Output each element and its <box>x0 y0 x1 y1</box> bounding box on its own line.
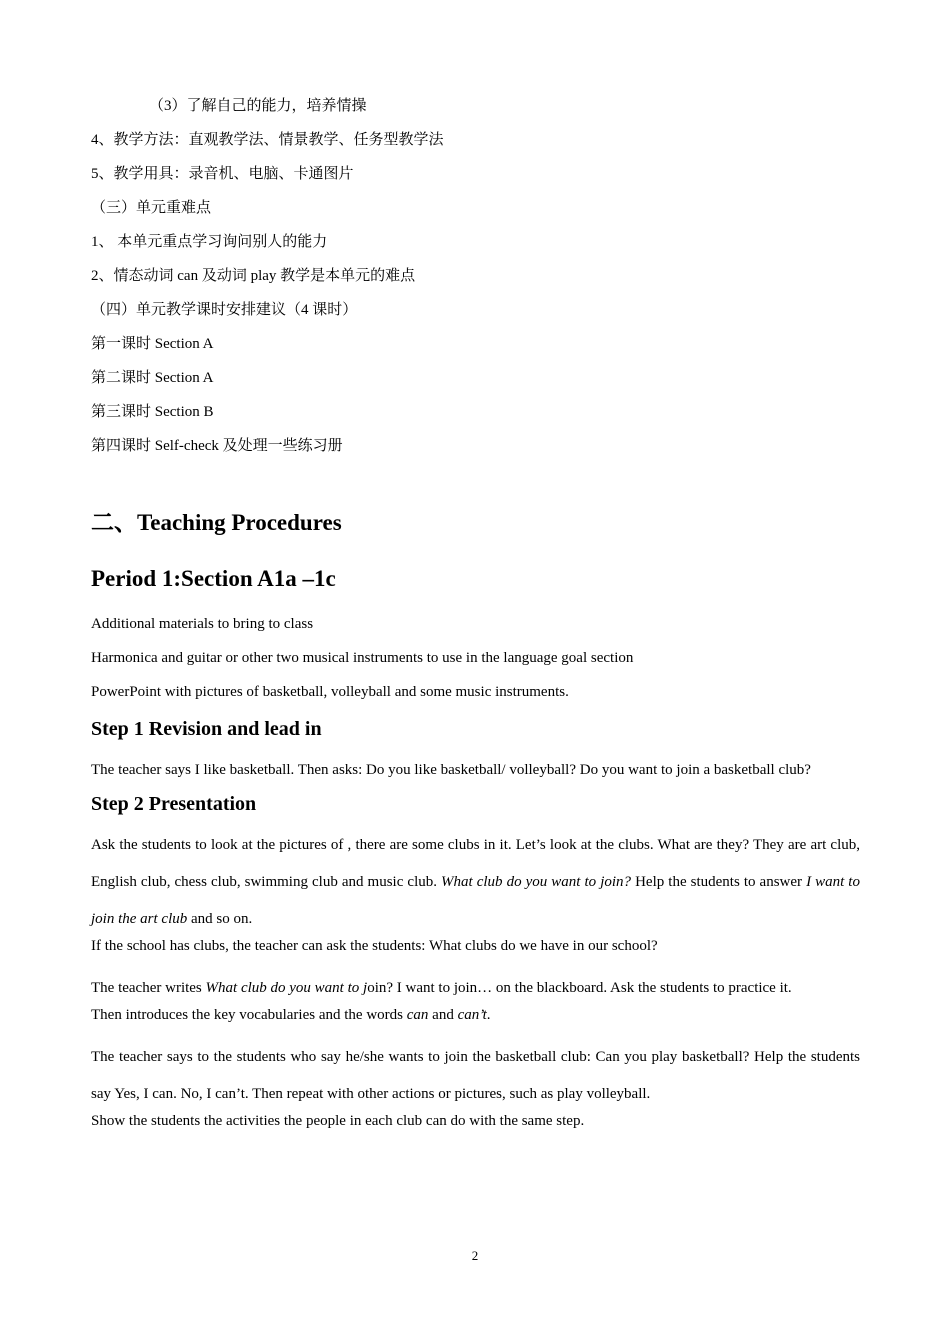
step2-paragraph-2: If the school has clubs, the teacher can ask the students: What clubs do we have in our school? <box>91 938 658 954</box>
list-item: 第一课时 Section A <box>91 336 214 352</box>
list-item: 第四课时 Self-check 及处理一些练习册 <box>91 438 343 454</box>
list-item: （四）单元教学课时安排建议（4 课时） <box>91 302 358 318</box>
text-run: The teacher writes <box>91 980 206 996</box>
text-run: oin? I want to join… on the blackboard. Ask the students to practice it. <box>367 980 792 996</box>
list-item: 1、 本单元重点学习询问别人的能力 <box>91 234 328 250</box>
period-heading: Period 1:Section A1a –1c <box>91 566 336 591</box>
italic-run: What club do you want to join? <box>441 874 632 890</box>
list-item: 5、教学用具：录音机、电脑、卡通图片 <box>91 166 354 182</box>
step2-paragraph-1 <box>91 827 860 938</box>
italic-run: I want to join the art club <box>91 874 860 927</box>
italic-run: can’t <box>457 1007 487 1023</box>
list-item: 4、教学方法：直观教学法、情景教学、任务型教学法 <box>91 132 444 148</box>
step2-paragraph-3 <box>91 970 860 1007</box>
top-list <box>91 96 860 456</box>
section-heading: 二、Teaching Procedures <box>91 510 342 535</box>
list-item: （3）了解自己的能力，培养情操 <box>149 98 367 114</box>
step2-paragraph-6: Show the students the activities the people in each club can do with the same step. <box>91 1113 585 1129</box>
page-number: 2 <box>471 1248 479 1263</box>
list-item: （三）单元重难点 <box>91 200 212 216</box>
text-run: and <box>428 1007 458 1023</box>
step1-heading: Step 1 Revision and lead in <box>91 718 322 740</box>
step2-paragraph-5: The teacher says to the students who say he/she wants to join the basketball club: Can you play basketball? Help the students say Yes, I can. No, I can’t. Then repeat with other actions or pictures, such as play volleyball. <box>91 1049 860 1102</box>
text-run: Help the students to answer <box>631 874 807 890</box>
text-run: Then introduces the key vocabularies and the words <box>91 1007 407 1023</box>
text-run: Ask the students to look at the pictures of , there are some clubs in it. Let’s look at the clubs. What are they? They are art club, English club, chess club, swimming club and music club. <box>91 837 860 890</box>
materials-line: Harmonica and guitar or other two musical instruments to use in the language goal section <box>91 650 634 666</box>
step1-paragraph: The teacher says I like basketball. Then asks: Do you like basketball/ volleyball? Do you want to join a basketball club? <box>91 762 811 778</box>
materials-block <box>91 614 860 702</box>
text-run: . <box>486 1007 491 1023</box>
materials-line: PowerPoint with pictures of basketball, volleyball and some music instruments. <box>91 684 569 700</box>
list-item: 第三课时 Section B <box>91 404 214 420</box>
list-item: 第二课时 Section A <box>91 370 214 386</box>
italic-run: What club do you want to j <box>205 980 368 996</box>
italic-run: can <box>406 1007 429 1023</box>
materials-line: Additional materials to bring to class <box>91 616 314 632</box>
step2-paragraph-4 <box>91 1005 860 1025</box>
text-run: and so on. <box>187 911 253 927</box>
list-item: 2、情态动词 can 及动词 play 教学是本单元的难点 <box>91 268 416 284</box>
step2-heading: Step 2 Presentation <box>91 793 257 815</box>
